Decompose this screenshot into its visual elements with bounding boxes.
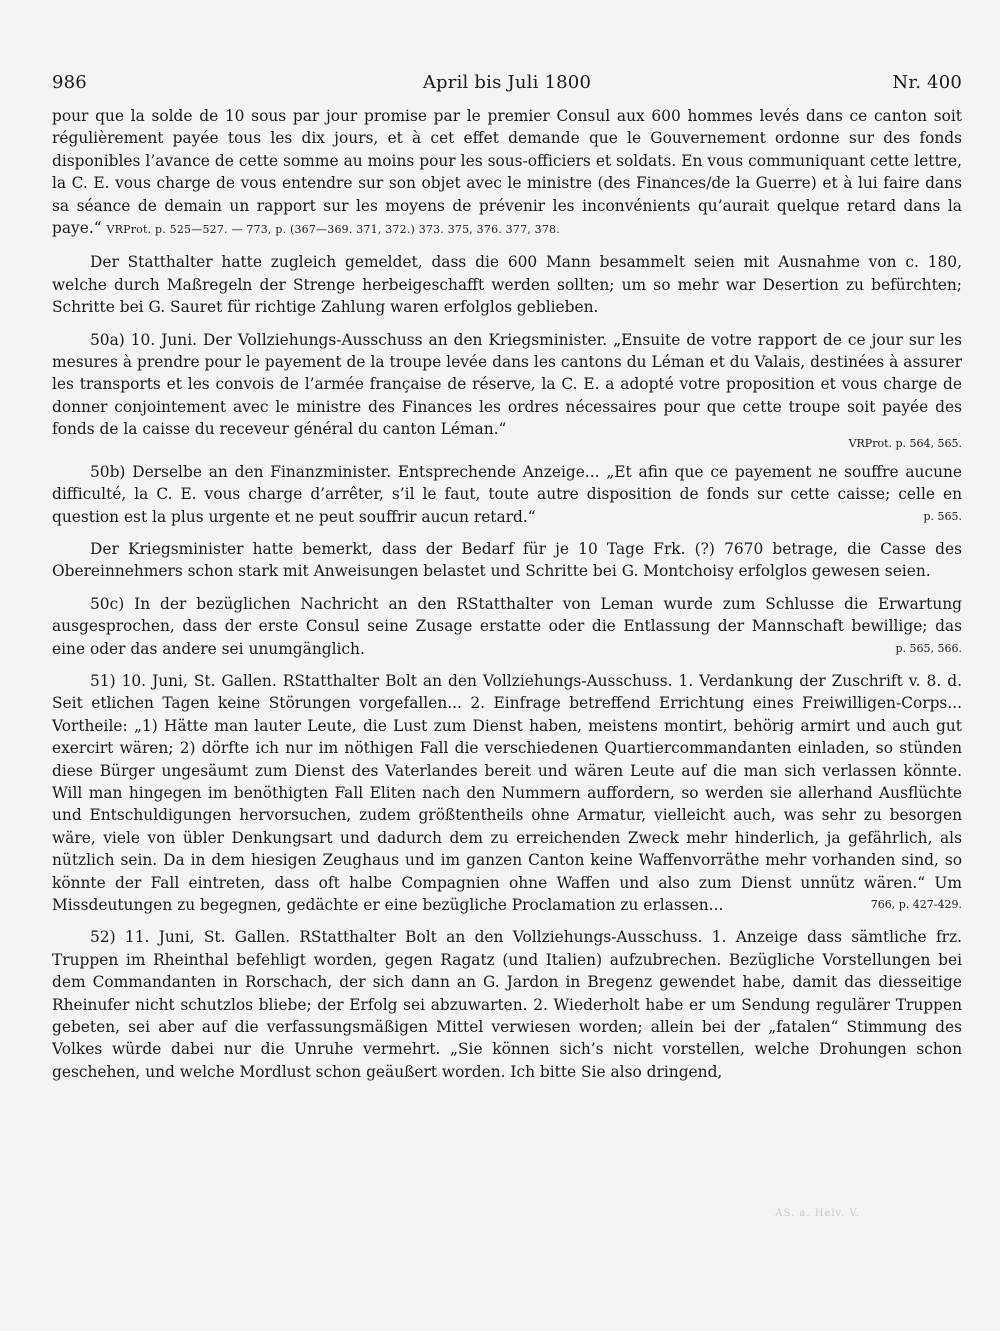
paragraph-text: 50c) In der bezüglichen Nachricht an den RStatthalter von Leman wurde zum Schlusse die Erwartung ausgesprochen, dass der erste Consul seine Zusage erstatte oder die Entlassung der Mannschaft bewillige; das eine oder das andere sei unumgänglich. — [52, 594, 962, 658]
source-reference: p. 565. — [923, 509, 962, 523]
paragraph-entry-51 — [52, 670, 962, 916]
document-number: Nr. 400 — [892, 72, 962, 93]
paragraph-text: 50b) Derselbe an den Finanzminister. Entsprechende Anzeige... „Et afin que ce payement ne souffre aucune difficulté, la C. E. vous charge d’arrêter, s’il le faut, toute autre disposition de fonds sur cette caisse; celle en question est la plus urgente et ne peut souffrir aucun retard.“ — [52, 462, 962, 526]
source-reference: VRProt. p. 564, 565. — [848, 436, 962, 450]
page-number: 986 — [52, 72, 87, 93]
paragraph-text: 51) 10. Juni, St. Gallen. RStatthalter Bolt an den Vollziehungs-Ausschuss. 1. Verdankung der Zuschrift v. 8. d. Seit etlichen Tagen keine Störungen vorgefallen... 2. Einfrage betreffend Errichtung eines Freiwilligen-Corps... Vortheile: „1) Hätte man lauter Leute, die Lust zum Dienst haben, meistens montirt, behörig armirt und auch gut exercirt wären; 2) dörfte ich nur im nöthigen Fall die verschiedenen Quartiercommandanten einladen, so stünden diese Bürger ungesäumt zum Dienst des Vaterlandes bereit und wären Leute auf die man sich verlassen könnte. Will man hingegen im benöthigten Fall Eliten nach den Nummern auffordern, so werden sie allerhand Ausflüchte und Entschuldigungen hervorsuchen, zudem größtentheils ohne Armatur, vielleicht auch, was sehr zu besorgen wäre, viele von übler Denkungsart und dadurch dem zu erreichenden Zweck mehr hinderlich, ja gefährlich, als nützlich sein. Da in dem hiesigen Zeughaus und im ganzen Canton keine Waffenvorräthe mehr vorhanden sind, so könnte der Fall eintreten, dass oft halbe Compagnien ohne Waffen und also zum Dienst unnütz wären.“ Um Missdeutungen zu begegnen, gedächte er eine bezügliche Proclamation zu erlassen... — [52, 671, 962, 914]
paragraph-text: pour que la solde de 10 sous par jour promise par le premier Consul aux 600 hommes levés dans ce canton soit régulièrement payée tous les dix jours, et à cet effet demande que le Gouvernement ordonne sur des fonds disponibles l’avance de cette somme au moins pour les sous-officiers et soldats. En vous communiquant cette lettre, la C. E. vous charge de vous entendre sur son objet avec le ministre (des Finances/de la Guerre) et à lui faire dans sa séance de demain un rapport sur les moyens de prévenir les inconvénients qu’aurait quelque retard dans la paye.“ — [52, 107, 962, 238]
paragraph-entry-50c — [52, 593, 962, 660]
running-title: April bis Juli 1800 — [422, 72, 592, 93]
paragraph-text: Der Kriegsminister hatte bemerkt, dass der Bedarf für je 10 Tage Frk. (?) 7670 betrage, die Casse des Obereinnehmers schon stark mit Anweisungen belastet und Schritte bei G. Montchoisy erfolglos gewesen seien. — [52, 539, 962, 581]
paragraph-text: 52) 11. Juni, St. Gallen. RStatthalter Bolt an den Vollziehungs-Ausschuss. 1. Anzeige dass sämtliche frz. Truppen im Rheinthal befehligt worden, gegen Ragatz (und Italien) aufzubrechen. Bezügliche Vorstellungen bei dem Commandanten in Rorschach, der sich dann an G. Jardon in Bregenz gewendet habe, damit das diesseitige Rheinufer nicht schutzlos bliebe; der Erfolg sei abzuwarten. 2. Wiederholt habe er um Sendung regulärer Truppen gebeten, sei aber auf die verfassungsmäßigen Mittel verwiesen worden; allein bei der „fatalen“ Stimmung des Volkes würde dabei nur die Unruhe vermehrt. „Sie können sich’s nicht vorstellen, welche Drohungen schon geschehen, und welche Mordlust schon geäußert worden. Ich bitte Sie also dringend, — [52, 928, 962, 1081]
paragraph-commentary — [52, 251, 962, 318]
paragraph-entry-50a — [52, 329, 962, 451]
paragraph-entry-50b — [52, 461, 962, 528]
paragraph-text: 50a) 10. Juni. Der Vollziehungs-Ausschuss an den Kriegsminister. „Ensuite de votre rapport de ce jour sur les mesures à prendre pour le payement de la troupe levée dans les cantons du Léman et du Valais, destinées à assurer les transports et les convois de l’armée française de réserve, la C. E. a adopté votre proposition et vous charge de donner conjointement avec le ministre des Finances les ordres nécessaires pour que cette troupe soit payée des fonds de la caisse du receveur général du canton Léman.“ — [52, 330, 962, 439]
page-header — [52, 72, 962, 93]
paragraph-entry-52 — [52, 926, 962, 1083]
paragraph-text: Der Statthalter hatte zugleich gemeldet, dass die 600 Mann besammelt seien mit Ausnahme von c. 180, welche durch Maßregeln der Strenge herbeigeschafft werden sollten; um so mehr war Desertion zu befürchten; Schritte bei G. Sauret für richtige Zahlung waren erfolglos geblieben. — [52, 253, 962, 317]
source-reference: VRProt. p. 525—527. — 773, p. (367—369. 371, 372.) 373. 375, 376. 377, 378. — [106, 223, 560, 237]
paragraph-commentary — [52, 538, 962, 583]
page-body — [52, 105, 962, 1083]
source-reference: p. 565, 566. — [895, 641, 962, 655]
paragraph-continuation — [52, 105, 962, 241]
bleed-through-text: AS. a. Helv. V. — [775, 1208, 860, 1219]
source-reference: 766, p. 427-429. — [870, 898, 962, 911]
